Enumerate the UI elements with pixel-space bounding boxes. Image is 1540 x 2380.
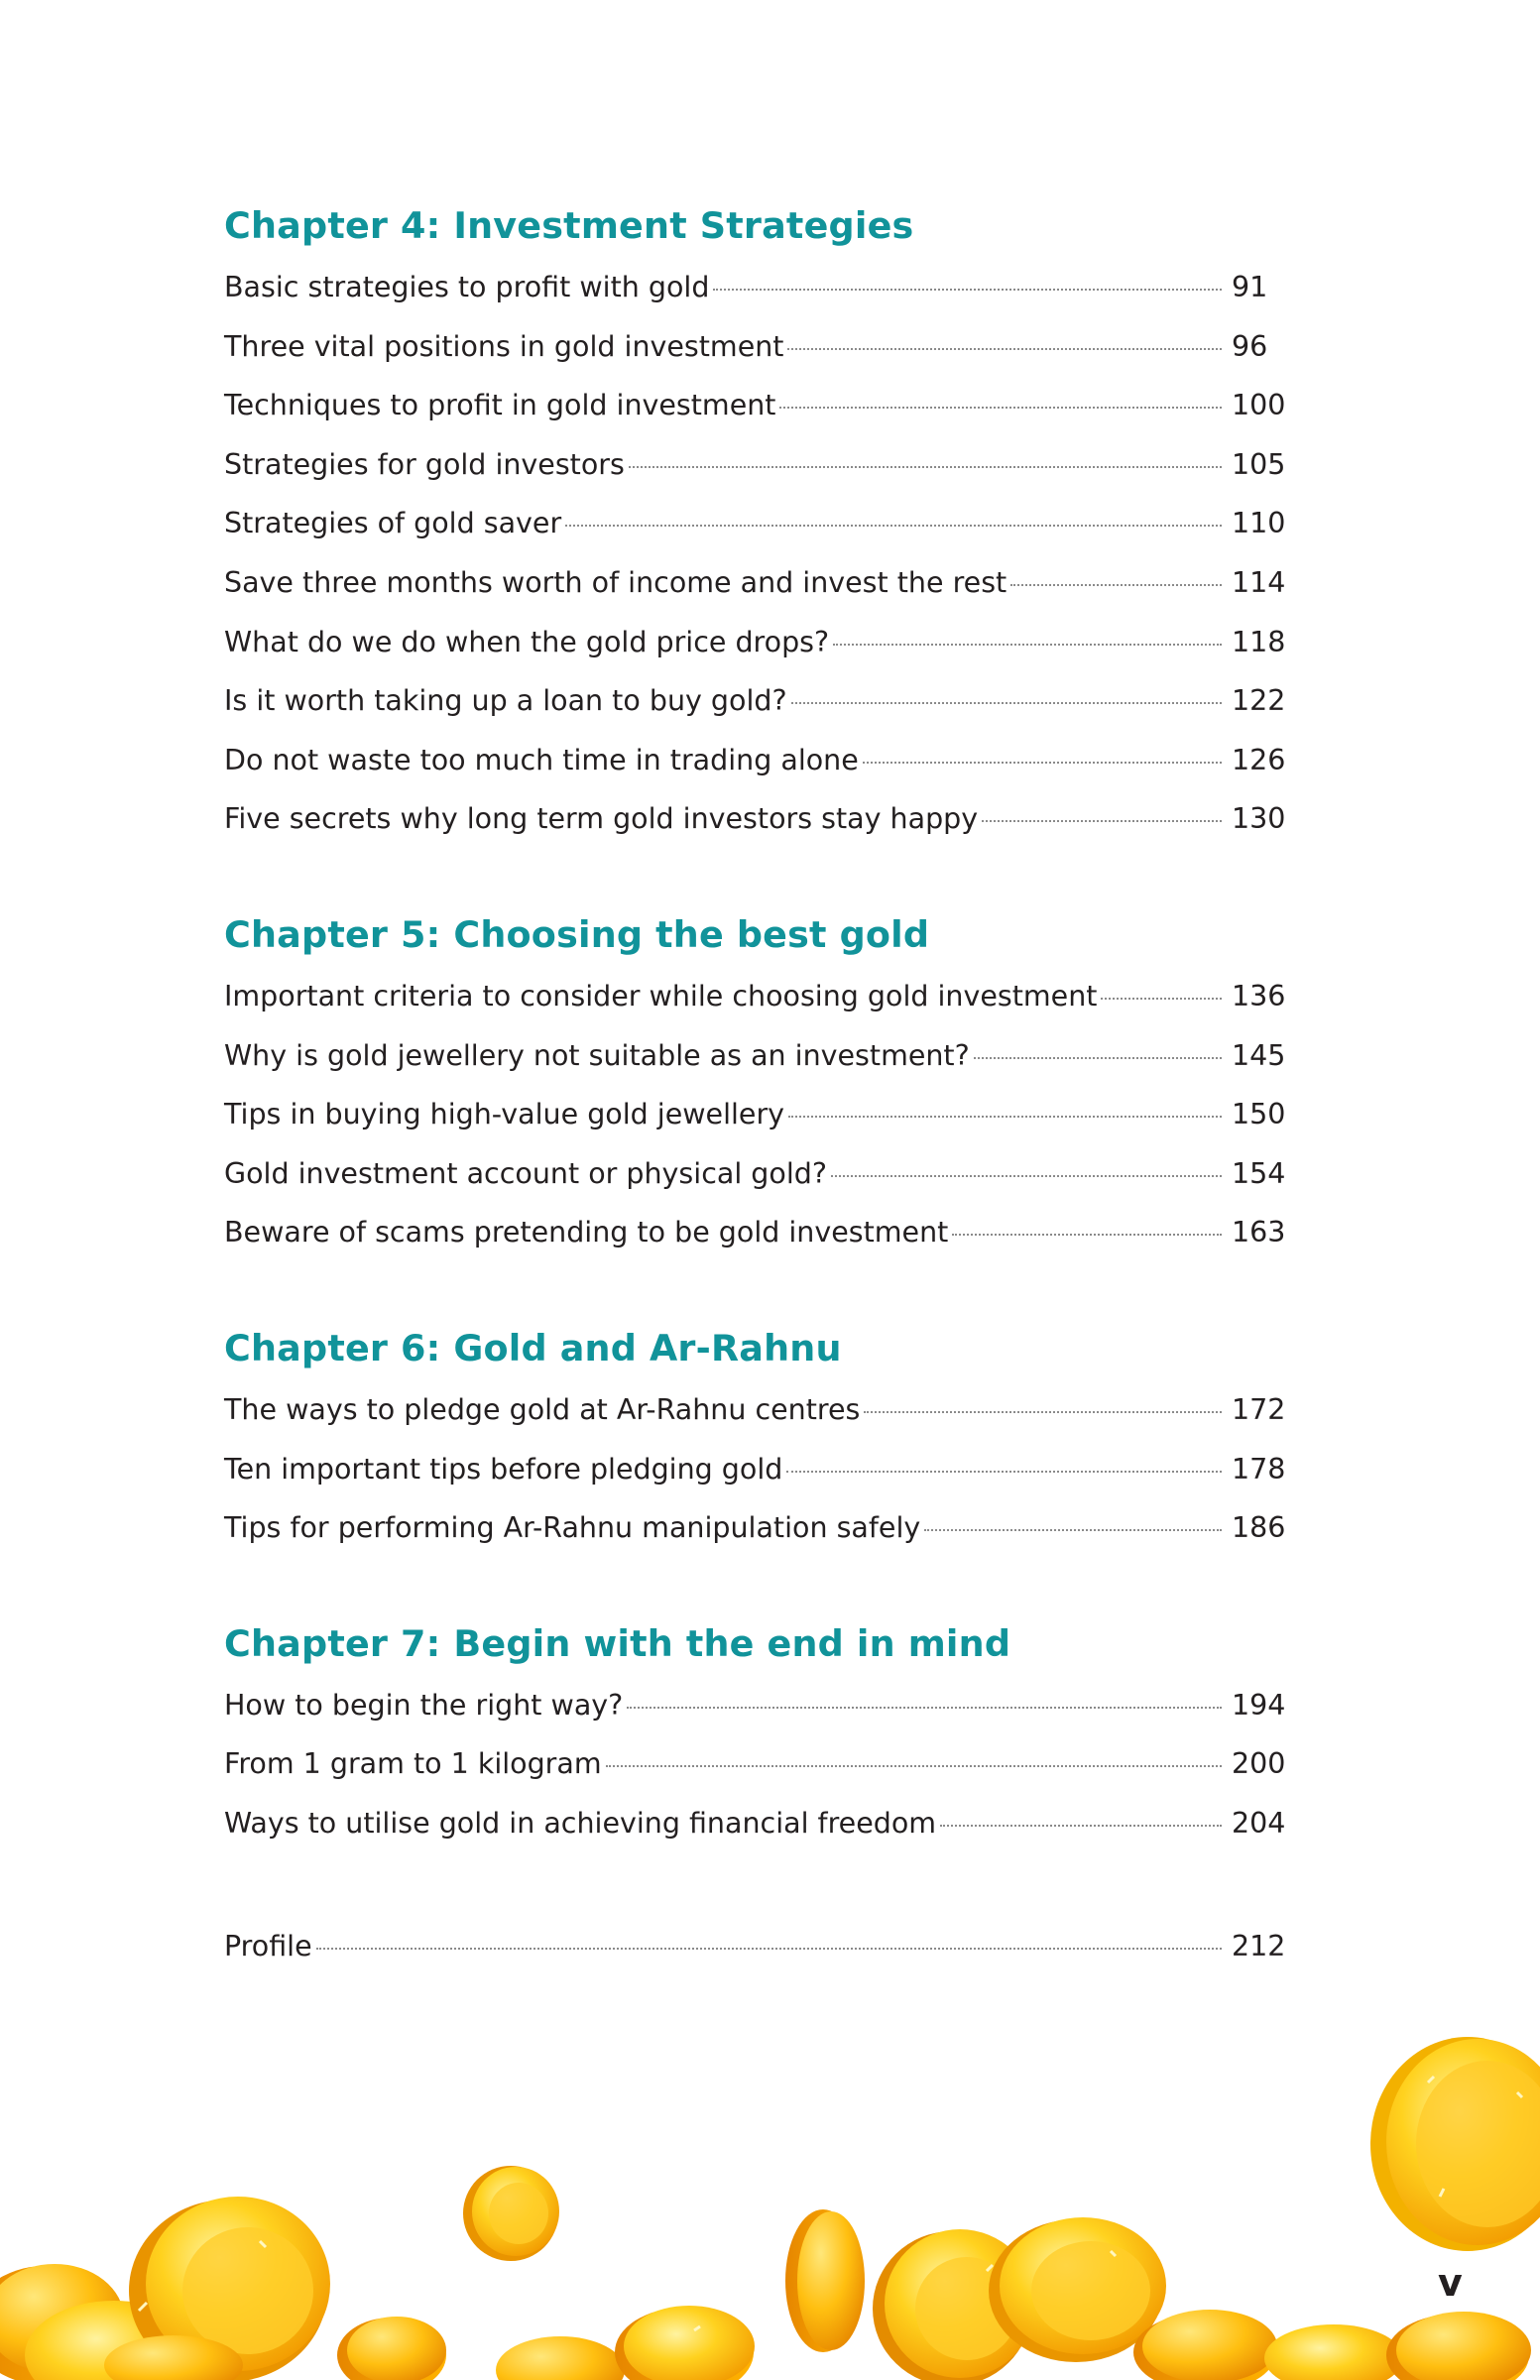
toc-entry[interactable] bbox=[224, 258, 1301, 317]
entry-page: 105 bbox=[1232, 447, 1286, 481]
toc-entry[interactable] bbox=[224, 1085, 1301, 1144]
entry-page: 212 bbox=[1232, 1930, 1286, 1964]
entry-page: 154 bbox=[1232, 1156, 1286, 1190]
entry-title: What do we do when the gold price drops? bbox=[224, 625, 830, 658]
entry-page: 150 bbox=[1232, 1098, 1286, 1131]
entry-title: Save three months worth of income and invest the rest bbox=[224, 565, 1007, 599]
dot-leader bbox=[779, 407, 1222, 409]
entry-title: Tips for performing Ar-Rahnu manipulation safely bbox=[224, 1511, 921, 1545]
chapter-title: Chapter 6: Gold and Ar-Rahnu bbox=[224, 1326, 842, 1369]
toc-entry[interactable] bbox=[224, 789, 1301, 849]
table-of-contents bbox=[224, 204, 1301, 1976]
dot-leader bbox=[982, 820, 1222, 822]
toc-entry[interactable] bbox=[224, 317, 1301, 377]
dot-leader bbox=[833, 644, 1222, 646]
entry-page: 118 bbox=[1232, 625, 1286, 658]
entry-title: Profile bbox=[224, 1930, 312, 1964]
entry-title: Ten important tips before pledging gold bbox=[224, 1452, 783, 1486]
entry-title: How to begin the right way? bbox=[224, 1688, 624, 1722]
entry-title: Do not waste too much time in trading alone bbox=[224, 743, 859, 776]
toc-entry[interactable] bbox=[224, 376, 1301, 435]
dot-leader bbox=[316, 1948, 1222, 1950]
dot-leader bbox=[1010, 584, 1222, 586]
entry-page: 186 bbox=[1232, 1511, 1286, 1545]
entry-title: The ways to pledge gold at Ar-Rahnu centres bbox=[224, 1392, 861, 1426]
entry-title: Strategies for gold investors bbox=[224, 447, 625, 481]
chapter-7 bbox=[224, 1622, 1301, 1853]
entry-page: 100 bbox=[1232, 389, 1286, 422]
entry-title: Important criteria to consider while choosing gold investment bbox=[224, 979, 1098, 1012]
toc-entry[interactable] bbox=[224, 613, 1301, 672]
dot-leader bbox=[786, 1471, 1222, 1473]
toc-entry[interactable] bbox=[224, 1734, 1301, 1794]
entry-page: 96 bbox=[1232, 329, 1268, 363]
toc-entry[interactable] bbox=[224, 435, 1301, 495]
entry-title: Is it worth taking up a loan to buy gold? bbox=[224, 684, 787, 718]
dot-leader bbox=[940, 1825, 1222, 1827]
dot-leader bbox=[924, 1529, 1222, 1531]
toc-entry[interactable] bbox=[224, 671, 1301, 731]
entry-page: 200 bbox=[1232, 1747, 1286, 1781]
dot-leader bbox=[565, 525, 1222, 527]
entry-page: 136 bbox=[1232, 979, 1286, 1012]
dot-leader bbox=[974, 1057, 1222, 1059]
toc-entry[interactable] bbox=[224, 494, 1301, 553]
chapter-6 bbox=[224, 1327, 1301, 1558]
dot-leader bbox=[1101, 998, 1222, 1000]
toc-entry[interactable] bbox=[224, 1144, 1301, 1204]
dot-leader bbox=[627, 1707, 1222, 1709]
chapter-4 bbox=[224, 204, 1301, 849]
dot-leader bbox=[606, 1765, 1222, 1767]
entry-page: 163 bbox=[1232, 1216, 1286, 1250]
entry-title: Techniques to profit in gold investment bbox=[224, 389, 776, 422]
toc-entry[interactable] bbox=[224, 731, 1301, 790]
entry-title: Gold investment account or physical gold? bbox=[224, 1156, 827, 1190]
toc-entry[interactable] bbox=[224, 1498, 1301, 1558]
entry-page: 110 bbox=[1232, 507, 1286, 540]
entry-title: Three vital positions in gold investment bbox=[224, 329, 784, 363]
dot-leader bbox=[791, 702, 1222, 704]
toc-entry[interactable] bbox=[224, 1203, 1301, 1262]
dot-leader bbox=[863, 762, 1222, 764]
entry-page: 204 bbox=[1232, 1806, 1286, 1840]
entry-page: 194 bbox=[1232, 1688, 1286, 1722]
dot-leader bbox=[864, 1411, 1222, 1413]
entry-page: 172 bbox=[1232, 1392, 1286, 1426]
entry-title: Tips in buying high-value gold jewellery bbox=[224, 1098, 785, 1131]
entry-page: 114 bbox=[1232, 565, 1286, 599]
dot-leader bbox=[787, 348, 1222, 350]
entry-title: Beware of scams pretending to be gold investment bbox=[224, 1216, 949, 1250]
toc-entry[interactable] bbox=[224, 1380, 1301, 1440]
entry-page: 91 bbox=[1232, 271, 1268, 303]
entry-title: From 1 gram to 1 kilogram bbox=[224, 1747, 602, 1781]
dot-leader bbox=[788, 1116, 1222, 1118]
entry-title: Why is gold jewellery not suitable as an investment? bbox=[224, 1038, 970, 1072]
dot-leader bbox=[713, 289, 1222, 291]
entry-page: 122 bbox=[1232, 684, 1286, 718]
dot-leader bbox=[629, 466, 1222, 468]
chapter-5 bbox=[224, 913, 1301, 1262]
toc-entry[interactable] bbox=[224, 967, 1301, 1026]
entry-title: Ways to utilise gold in achieving financial freedom bbox=[224, 1806, 937, 1840]
entry-title: Basic strategies to profit with gold bbox=[224, 271, 710, 303]
entry-title: Strategies of gold saver bbox=[224, 507, 562, 540]
entry-page: 130 bbox=[1232, 802, 1286, 836]
entry-title: Five secrets why long term gold investors stay happy bbox=[224, 802, 979, 836]
dot-leader bbox=[831, 1175, 1222, 1177]
entry-page: 145 bbox=[1232, 1038, 1286, 1072]
toc-entry-profile[interactable] bbox=[224, 1917, 1301, 1976]
dot-leader bbox=[952, 1234, 1222, 1236]
chapter-title: Chapter 5: Choosing the best gold bbox=[224, 912, 930, 956]
chapter-title: Chapter 7: Begin with the end in mind bbox=[224, 1621, 1011, 1665]
toc-entry[interactable] bbox=[224, 1440, 1301, 1499]
page-number: v bbox=[1438, 2261, 1463, 2305]
entry-page: 178 bbox=[1232, 1452, 1286, 1486]
entry-page: 126 bbox=[1232, 743, 1286, 776]
toc-entry[interactable] bbox=[224, 1026, 1301, 1086]
chapter-title: Chapter 4: Investment Strategies bbox=[224, 204, 914, 247]
toc-entry[interactable] bbox=[224, 1794, 1301, 1853]
toc-entry[interactable] bbox=[224, 553, 1301, 613]
toc-entry[interactable] bbox=[224, 1676, 1301, 1735]
